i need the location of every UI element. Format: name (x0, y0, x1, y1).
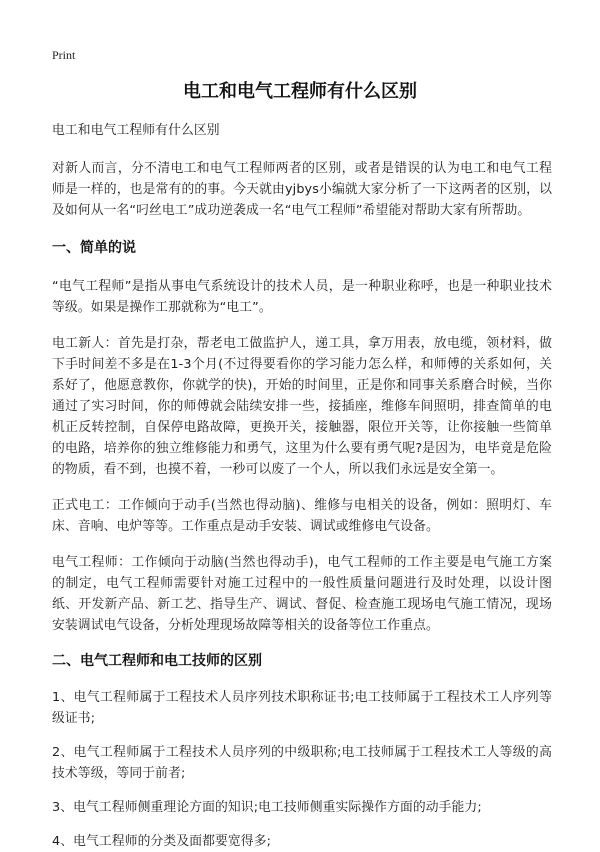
paragraph-engineer: 电气工程师：工作倾向于动脑(当然也得动手)，电气工程师的工作主要是电气施工方案的制定，电气工程师需要针对施工过程中的一般性质量问题进行及时处理，以设计图纸、开发新产品、新工艺、指导生产、调试、督促、检查施工现场电气施工情况，现场安装调试电气设备，分析处理现场故障等相关的设备等位工作重点。 (52, 555, 552, 633)
paragraph-electrician: 正式电工：工作倾向于动手(当然也得动脑)、维修与电相关的设备，例如：照明灯、车床、音响、电炉等等。工作重点是动手安装、调试或维修电气设备。 (52, 498, 552, 534)
list-item: 4、电气工程师的分类及面都要宽得多; (52, 834, 272, 849)
article-body (52, 120, 552, 852)
page-title: 电工和电气工程师有什么区别 (183, 81, 417, 102)
section-heading-1: 一、简单的说 (52, 240, 136, 256)
article-subtitle: 电工和电气工程师有什么区别 (52, 123, 220, 138)
section-heading-2: 二、电气工程师和电工技师的区别 (52, 653, 262, 669)
paragraph-definition: “电气工程师”是指从事电气系统设计的技术人员，是一种职业称呼，也是一种职业技术等级。如果是操作工那就称为“电工”。 (52, 279, 552, 315)
list-item: 3、电气工程师侧重理论方面的知识;电工技师侧重实际操作方面的动手能力; (52, 800, 482, 815)
print-link[interactable]: Print (52, 48, 76, 62)
list-item: 2、电气工程师属于工程技术人员序列的中级职称;电工技师属于工程技术工人等级的高技术等级，等同于前者; (52, 745, 552, 781)
intro-paragraph: 对新人而言，分不清电工和电气工程师两者的区别，或者是错误的认为电工和电气工程师是一样的，也是常有的的事。今天就由yjbys小编就大家分析了一下这两者的区别，以及如何从一名“叼丝电工”成功逆袭成一名“电气工程师”希望能对帮助大家有所帮助。 (52, 161, 552, 218)
list-item: 1、电气工程师属于工程技术人员序列技术职称证书;电工技师属于工程技术工人序列等级证书; (52, 690, 552, 726)
paragraph-newcomer: 电工新人：首先是打杂，帮老电工做监护人，递工具，拿万用表，放电缆，领材料，做下手时间差不多是在1-3个月(不过得要看你的学习能力怎么样，和师傅的关系如何，关系好了，他愿意教你，你就学的快)，开始的时间里，正是你和同事关系磨合时候，当你通过了实习时间，你的师傅就会陆续安排一些，接插座，维修车间照明，排查简单的电机正反转控制，自保停电路故障，更换开关，接触器，限位开关等，让你接触一些简单的电路，培养你的独立维修能力和勇气，这里为什么要有勇气呢?是因为，电毕竟是危险的物质，看不到，也摸不着，一秒可以废了一个人，所以我们永远是安全第一。 (52, 336, 552, 477)
